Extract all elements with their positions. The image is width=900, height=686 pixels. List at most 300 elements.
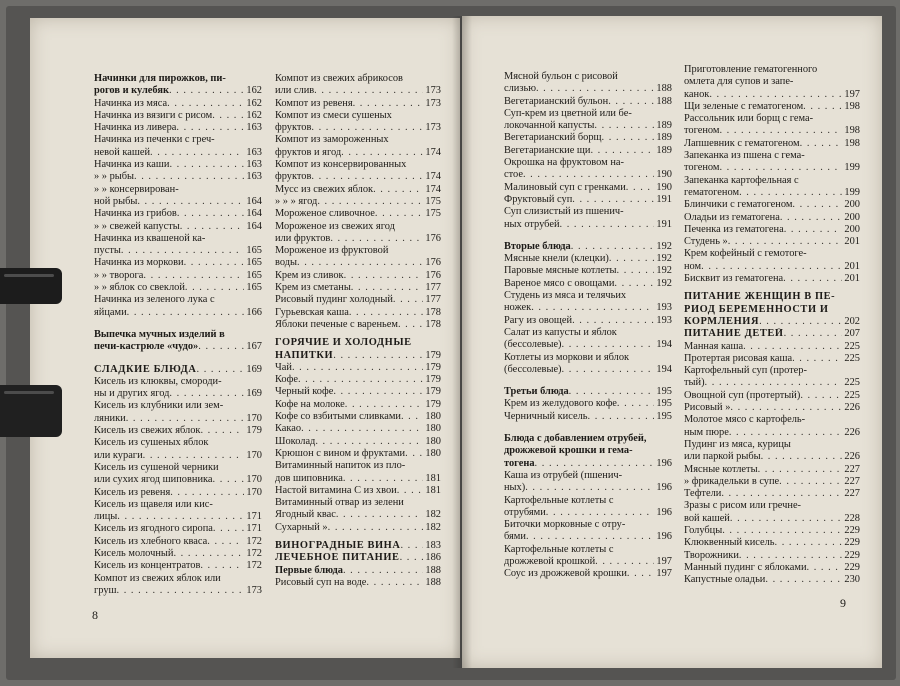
leader-dots [719, 125, 842, 137]
toc-entry [275, 85, 441, 97]
toc-entry [275, 110, 441, 122]
entry-title: ножек [504, 302, 532, 314]
leader-dots [800, 390, 842, 402]
toc-entry [94, 425, 262, 437]
page-number-left: 8 [92, 608, 98, 622]
spacer [504, 423, 672, 433]
entry-title: Соус из дрожжевой крошки [504, 568, 627, 580]
toc-entry [275, 171, 441, 183]
page-ref: 170 [246, 486, 262, 498]
leader-dots [562, 364, 655, 376]
entry-title: или паркой рыбы [684, 451, 761, 463]
entry-title: Котлеты из моркови и яблок [504, 351, 630, 363]
entry-title: Начинка из квашеной ка- [94, 232, 206, 244]
entry-title: Начинка из ливера [94, 122, 177, 134]
entry-title: Окрошка на фруктовом на- [504, 157, 624, 169]
page-ref: 189 [656, 132, 672, 144]
toc-entry [504, 482, 672, 494]
page-ref: 192 [656, 277, 672, 289]
entry-title: Молотое мясо с картофель- [684, 414, 806, 426]
leader-dots [207, 536, 244, 548]
page-ref: 228 [844, 512, 860, 524]
spacer [504, 376, 672, 386]
toc-entry [684, 488, 860, 500]
toc-entry [504, 265, 672, 277]
leader-dots [743, 341, 842, 353]
toc-entry [504, 290, 672, 302]
entry-title: Черный кофе [275, 386, 334, 398]
toc-entry [275, 374, 441, 386]
entry-title: тогеном [684, 125, 720, 137]
toc-entry [275, 485, 441, 497]
leader-dots [341, 147, 423, 159]
entry-title: ГОРЯЧИЕ И ХОЛОДНЫЕ [275, 337, 412, 349]
toc-entry [275, 270, 441, 282]
entry-title: СЛАДКИЕ БЛЮДА [94, 363, 197, 375]
leader-dots [298, 374, 423, 386]
page-ref: 198 [844, 137, 860, 149]
entry-title: Компот из замороженных [275, 134, 389, 146]
entry-title: Кисель из свежих яблок [94, 425, 201, 437]
page-ref: 173 [425, 122, 441, 134]
entry-title: отрубями [504, 506, 546, 518]
toc-entry [275, 208, 441, 220]
toc-entry [94, 294, 262, 306]
toc-entry [94, 221, 262, 233]
entry-title: Салат из капусты и яблок [504, 326, 617, 338]
toc-entry [504, 169, 672, 181]
toc-entry [684, 199, 860, 211]
entry-title: (бессолевые) [504, 339, 562, 351]
toc-entry [275, 294, 441, 306]
toc-entry [504, 219, 672, 231]
entry-title: рогов и кулебяк [94, 85, 169, 97]
toc-entry [504, 544, 672, 556]
entry-title: Витаминный напиток из пло- [275, 460, 406, 472]
left-page-column-1 [94, 73, 262, 597]
toc-entry [275, 245, 441, 257]
leader-dots [351, 282, 424, 294]
entry-title: (бессолевые) [504, 363, 562, 375]
toc-entry [94, 245, 262, 257]
leader-dots [525, 482, 654, 494]
page-ref: 194 [656, 339, 672, 351]
entry-title: Рисовый » [684, 402, 731, 414]
leader-dots [143, 270, 244, 282]
entry-title: канок [684, 88, 710, 100]
leader-dots [375, 208, 424, 220]
entry-title: Кисель из клюквы, смороди- [94, 375, 222, 387]
entry-title: стое [504, 169, 523, 181]
page-ref: 162 [246, 109, 262, 121]
leader-dots [393, 294, 424, 306]
entry-title: Биточки морковные с отру- [504, 519, 626, 531]
toc-entry [94, 233, 262, 245]
toc-entry [94, 400, 262, 412]
entry-title: Крем из желудового кофе [504, 398, 617, 410]
toc-entry [275, 577, 441, 589]
entry-title: Блюда с добавлением отрубей, [504, 433, 647, 445]
page-ref: 164 [246, 195, 262, 207]
leader-dots [170, 487, 244, 499]
leader-dots [169, 85, 244, 97]
leader-dots [758, 464, 843, 476]
toc-entry [275, 423, 441, 435]
leader-dots [400, 552, 424, 564]
page-ref: 200 [844, 199, 860, 211]
entry-title: ных отрубей [504, 218, 560, 230]
page-ref: 165 [246, 257, 262, 269]
entry-title: Кисель из сушеной черники [94, 461, 219, 473]
page-ref: 227 [844, 488, 860, 500]
leader-dots [169, 388, 244, 400]
leader-dots [405, 448, 423, 460]
leader-dots [301, 423, 423, 435]
page-ref: 163 [246, 171, 262, 183]
page-ref: 166 [246, 306, 262, 318]
entry-title: Начинка из грибов [94, 208, 177, 220]
toc-entry [504, 386, 672, 398]
page-ref: 197 [844, 88, 860, 100]
leader-dots [572, 315, 654, 327]
page-ref: 170 [246, 449, 262, 461]
toc-entry [94, 329, 262, 341]
leader-dots [614, 278, 654, 290]
leader-dots [180, 221, 245, 233]
entry-title: Тефтели [684, 488, 722, 500]
entry-title: Гурьевская каша [275, 306, 349, 318]
entry-title: печи-кастрюле «чудо» [94, 341, 199, 353]
leader-dots [212, 110, 244, 122]
entry-title: КОРМЛЕНИЯ [684, 315, 760, 327]
toc-entry [94, 208, 262, 220]
toc-entry [684, 414, 860, 426]
toc-entry [684, 212, 860, 224]
entry-title: Зразы с рисом или гречне- [684, 500, 802, 512]
entry-title: Малиновый суп с гренками [504, 181, 626, 193]
toc-entry [94, 282, 262, 294]
entry-title: фруктов и ягод [275, 146, 342, 158]
leader-dots [617, 265, 655, 277]
page-ref: 177 [425, 294, 441, 306]
entry-title: Компот из консервированных [275, 159, 407, 171]
entry-title: Бисквит из гематогена [684, 273, 784, 285]
entry-title: Оладьи из гематогена [684, 211, 780, 223]
toc-entry [94, 462, 262, 474]
binder-clip-bottom [0, 385, 62, 437]
entry-title: Крем из сливок [275, 269, 344, 281]
entry-title: Витаминный отвар из зелени [275, 497, 404, 509]
entry-title: Начинка из каши [94, 159, 170, 171]
toc-entry [94, 474, 262, 486]
page-ref: 207 [844, 328, 860, 340]
toc-entry [504, 278, 672, 290]
toc-entry [504, 531, 672, 543]
page-ref: 165 [246, 269, 262, 281]
page-ref: 229 [844, 524, 860, 536]
page-ref: 198 [844, 100, 860, 112]
entry-title: » » рыбы [94, 171, 135, 183]
toc-entry [684, 341, 860, 353]
section-heading [684, 316, 860, 328]
page-ref: 179 [425, 386, 441, 398]
page-ref: 180 [425, 447, 441, 459]
toc-entry [94, 388, 262, 400]
page-ref: 199 [844, 186, 860, 198]
page-ref: 167 [246, 341, 262, 353]
toc-entry [275, 233, 441, 245]
toc-entry [684, 89, 860, 101]
page-ref: 169 [246, 363, 262, 375]
leader-dots [311, 171, 423, 183]
toc-entry [504, 241, 672, 253]
entry-title: Кисель из клубники или зем- [94, 400, 224, 412]
page-ref: 192 [656, 240, 672, 252]
leader-dots [127, 307, 245, 319]
toc-entry [275, 362, 441, 374]
page-ref: 188 [425, 564, 441, 576]
toc-entry [275, 522, 441, 534]
toc-entry [504, 568, 672, 580]
leader-dots [595, 556, 654, 568]
page-ref: 225 [844, 340, 860, 352]
entry-title: пусты [94, 245, 121, 257]
page-ref: 182 [425, 509, 441, 521]
page-ref: 164 [246, 208, 262, 220]
page-ref: 200 [844, 223, 860, 235]
page-ref: 195 [656, 410, 672, 422]
entry-title: ных) [504, 482, 526, 494]
entry-title: или слив [275, 85, 315, 97]
entry-title: Кисель из щавеля или кис- [94, 498, 213, 510]
leader-dots [588, 411, 655, 423]
toc-entry [684, 377, 860, 389]
page-ref: 175 [425, 208, 441, 220]
leader-dots [177, 208, 245, 220]
entry-title: Вегетарианский борщ [504, 132, 602, 144]
entry-title: Компот из свежих абрикосов [275, 73, 403, 84]
entry-title: бями [504, 531, 526, 543]
toc-entry [504, 507, 672, 519]
page-ref: 171 [246, 523, 262, 535]
leader-dots [311, 122, 423, 134]
toc-entry [504, 470, 672, 482]
toc-entry [94, 122, 262, 134]
entry-title: Рагу из овощей [504, 314, 573, 326]
entry-title: Настой витамина С из хвои [275, 484, 397, 496]
toc-entry [504, 433, 672, 445]
page-ref: 194 [656, 363, 672, 375]
entry-title: Вегетарианские щи [504, 144, 591, 156]
leader-dots [739, 187, 842, 199]
toc-entry [504, 120, 672, 132]
leader-dots [176, 122, 244, 134]
entry-title: Овощной суп (протертый) [684, 389, 801, 401]
leader-dots [333, 386, 423, 398]
leader-dots [572, 194, 654, 206]
page-ref: 201 [844, 260, 860, 272]
toc-entry [684, 500, 860, 512]
entry-title: Мороженое из свежих ягод [275, 220, 395, 232]
leader-dots [117, 585, 245, 597]
toc-entry [94, 85, 262, 97]
leader-dots [292, 362, 423, 374]
leader-dots [535, 458, 655, 470]
toc-entry [504, 157, 672, 169]
page-number-right: 9 [840, 596, 846, 610]
entry-title: Запеканка из пшена с гема- [684, 150, 805, 162]
entry-title: Выпечка мучных изделий в [94, 328, 225, 340]
page-ref: 198 [844, 125, 860, 137]
toc-entry [275, 565, 441, 577]
toc-entry [684, 574, 860, 586]
page-ref: 165 [246, 282, 262, 294]
leader-dots [775, 537, 843, 549]
entry-title: Ягодный квас [275, 509, 336, 521]
toc-entry [504, 108, 672, 120]
toc-entry [275, 319, 441, 331]
page-ref: 201 [844, 273, 860, 285]
leader-dots [333, 350, 423, 362]
entry-title: » » свежей капусты [94, 220, 180, 232]
page-ref: 196 [656, 531, 672, 543]
toc-entry [504, 458, 672, 470]
entry-title: Голубцы [684, 524, 723, 536]
entry-title: Кисель из хлебного кваса [94, 535, 208, 547]
page-ref: 197 [656, 568, 672, 580]
entry-title: Чай [275, 361, 292, 373]
entry-title: дрожжевой крошкой [504, 555, 596, 567]
page-ref: 179 [425, 349, 441, 361]
entry-title: омлета для супов и запе- [684, 76, 794, 88]
section-heading [275, 350, 441, 362]
entry-title: Протертая рисовая каша [684, 352, 793, 364]
entry-title: Клюквенный кисель [684, 537, 775, 549]
page-ref: 179 [425, 361, 441, 373]
right-page-column-2 [684, 64, 860, 586]
entry-title: Кофе на молоке [275, 398, 345, 410]
entry-title: или фруктов [275, 232, 331, 244]
page-ref: 202 [844, 315, 860, 327]
toc-entry [504, 96, 672, 108]
leader-dots [198, 341, 244, 353]
page-ref: 181 [425, 484, 441, 496]
toc-entry [94, 536, 262, 548]
entry-title: Начинка из вязиги с рисом [94, 109, 213, 121]
toc-entry [504, 364, 672, 376]
entry-title: » » творога [94, 269, 144, 281]
toc-entry [94, 437, 262, 449]
toc-entry [684, 513, 860, 525]
leader-dots [134, 171, 244, 183]
entry-title: Картофельные котлеты с [504, 543, 614, 555]
leader-dots [200, 425, 244, 437]
leader-dots [523, 169, 654, 181]
leader-dots [571, 241, 655, 253]
page-ref: 174 [425, 171, 441, 183]
toc-entry [94, 110, 262, 122]
toc-entry [684, 113, 860, 125]
leader-dots [730, 513, 843, 525]
leader-dots [722, 525, 842, 537]
section-heading [684, 304, 860, 316]
page-ref: 188 [656, 95, 672, 107]
page-ref: 179 [425, 374, 441, 386]
entry-title: Сухарный » [275, 521, 328, 533]
entry-title: Шоколад [275, 435, 316, 447]
toc-entry [94, 585, 262, 597]
leader-dots [150, 147, 244, 159]
page-ref: 165 [246, 245, 262, 257]
entry-title: груш [94, 584, 117, 596]
page-ref: 199 [844, 162, 860, 174]
entry-title: Печенка из гематогена [684, 223, 784, 235]
entry-title: Щи зеленые с гематогеном [684, 100, 804, 112]
toc-entry [504, 182, 672, 194]
leader-dots [761, 451, 843, 463]
entry-title: Кисель из концентратов [94, 560, 201, 572]
page-ref: 225 [844, 352, 860, 364]
entry-title: » » консервирован- [94, 183, 179, 195]
toc-entry [684, 353, 860, 365]
toc-entry [504, 132, 672, 144]
entry-title: » фрикадельки в супе [684, 475, 780, 487]
entry-title: Приготовление гематогенного [684, 64, 818, 75]
page-ref: 189 [656, 120, 672, 132]
spacer [94, 354, 262, 364]
leader-dots [617, 398, 654, 410]
entry-title: ПИТАНИЕ ДЕТЕЙ [684, 328, 784, 340]
toc-entry [94, 73, 262, 85]
toc-entry [684, 138, 860, 150]
toc-entry [94, 450, 262, 462]
toc-entry [684, 562, 860, 574]
leader-dots [169, 159, 244, 171]
leader-dots [627, 568, 655, 580]
toc-entry [504, 519, 672, 531]
entry-title: Начинка из мяса [94, 97, 168, 109]
entry-title: ЛЕЧЕБНОЕ ПИТАНИЕ [275, 552, 400, 564]
page-ref: 173 [425, 97, 441, 109]
entry-title: Мясные кнели (клецки) [504, 253, 609, 265]
toc-entry [275, 98, 441, 110]
entry-title: Кофе [275, 374, 298, 386]
book-spine [452, 16, 472, 668]
toc-entry [275, 257, 441, 269]
leader-dots [343, 565, 423, 577]
page-ref: 172 [246, 560, 262, 572]
leader-dots [569, 386, 655, 398]
leader-dots [173, 548, 244, 560]
entry-title: Вторые блюда [504, 240, 571, 252]
page-ref: 227 [844, 475, 860, 487]
toc-entry [94, 413, 262, 425]
toc-entry [275, 184, 441, 196]
entry-title: Мясной бульон с рисовой [504, 71, 618, 82]
toc-entry [684, 402, 860, 414]
entry-title: Рисовый пудинг холодный [275, 294, 393, 306]
leader-dots [780, 212, 843, 224]
leader-dots [401, 411, 423, 423]
page-ref: 196 [656, 457, 672, 469]
page-ref: 176 [425, 257, 441, 269]
entry-title: » » яблок со свеклой [94, 282, 185, 294]
toc-entry [275, 497, 441, 509]
toc-entry [275, 122, 441, 134]
toc-entry [275, 73, 441, 85]
toc-entry [275, 221, 441, 233]
toc-entry [94, 499, 262, 511]
